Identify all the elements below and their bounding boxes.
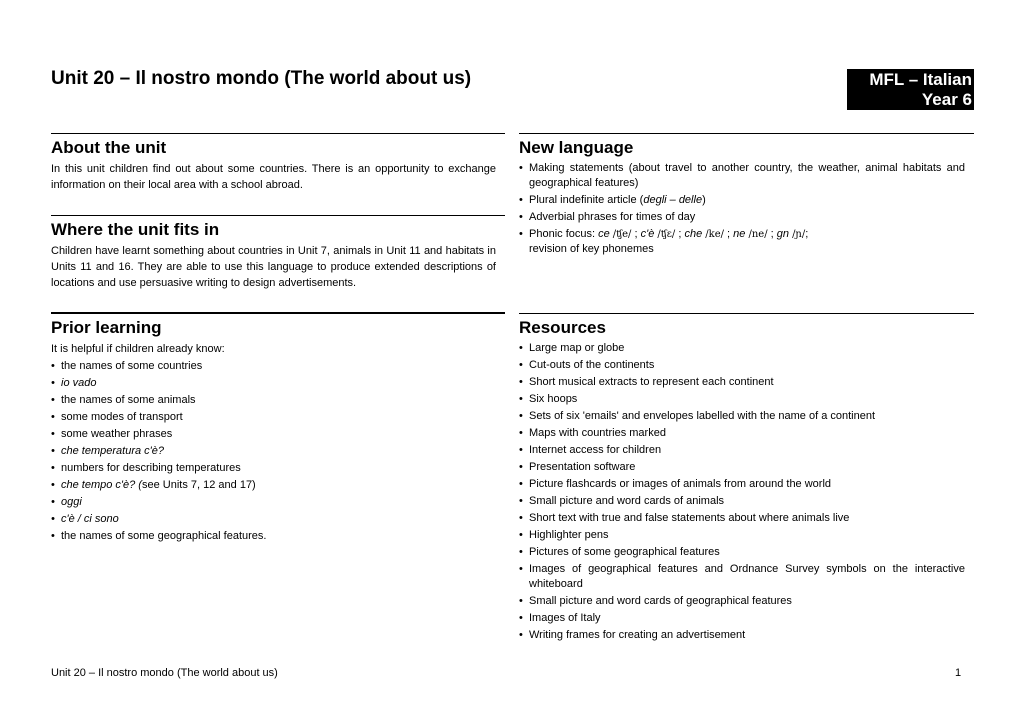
list-item: • Six hoops: [519, 392, 965, 407]
list-item: • Presentation software: [519, 460, 965, 475]
fits-section: [51, 215, 505, 291]
list-item: • Adverbial phrases for times of day: [519, 210, 965, 225]
list-item: • some weather phrases: [51, 427, 505, 442]
page-number: 1: [955, 667, 962, 679]
footer-title: Unit 20 – Il nostro mondo (The world about us): [51, 667, 278, 679]
resources-heading: Resources: [519, 318, 606, 337]
prior-intro: It is helpful if children already know:: [51, 343, 225, 355]
list-item: • the names of some countries: [51, 359, 505, 374]
fits-text: Children have learnt something about countries in Unit 7, animals in Unit 11 and habitats in Units 11 and 16. They are able to use this language to produce extended descriptions of locations and use persuasive writing to design advertisements.: [51, 245, 496, 289]
list-item: • Maps with countries marked: [519, 426, 965, 441]
list-item: • Large map or globe: [519, 341, 965, 356]
list-item: • some modes of transport: [51, 410, 505, 425]
list-item: • Short musical extracts to represent each continent: [519, 375, 965, 390]
prior-learning-section: [51, 312, 505, 546]
page-title: Unit 20 – Il nostro mondo (The world about us): [51, 68, 472, 89]
about-section: [51, 133, 505, 193]
new-language-section: [519, 133, 974, 259]
list-item: • Pictures of some geographical features: [519, 545, 965, 560]
prior-learning-heading: Prior learning: [51, 318, 162, 337]
list-item: • Images of Italy: [519, 611, 965, 626]
list-item: • che tempo c'è? (see Units 7, 12 and 17): [51, 478, 505, 493]
list-item: • Plural indefinite article (degli – delle): [519, 193, 965, 208]
list-item: • Making statements (about travel to another country, the weather, animal habitats and geographical features): [519, 161, 965, 191]
list-item: • Small picture and word cards of geographical features: [519, 594, 965, 609]
list-item: • the names of some animals: [51, 393, 505, 408]
about-heading: About the unit: [51, 138, 167, 157]
list-item: • Small picture and word cards of animals: [519, 494, 965, 509]
list-item: • Highlighter pens: [519, 528, 965, 543]
year-label: Year 6: [921, 90, 972, 109]
list-item: • the names of some geographical features.: [51, 529, 505, 544]
list-item: • Internet access for children: [519, 443, 965, 458]
list-item: • Picture flashcards or images of animals from around the world: [519, 477, 965, 492]
list-item: • Images of geographical features and Ordnance Survey symbols on the interactive whiteboard: [519, 562, 965, 592]
list-item: • Phonic focus: ce /ʧe/ ; c'è /ʧɛ/ ; che /ke/ ; ne /ne/ ; gn /ɲ/; revision of key phonemes: [519, 227, 965, 257]
new-language-heading: New language: [519, 138, 634, 157]
list-item: • Short text with true and false statements about where animals live: [519, 511, 965, 526]
list-item: • Cut-outs of the continents: [519, 358, 965, 373]
list-item: • oggi: [51, 495, 505, 510]
list-item: • c'è / ci sono: [51, 512, 505, 527]
subject-label: MFL – Italian: [869, 70, 972, 89]
fits-heading: Where the unit fits in: [51, 220, 220, 239]
list-item: • Writing frames for creating an advertisement: [519, 628, 965, 643]
resources-section: [519, 313, 974, 645]
list-item: • Sets of six 'emails' and envelopes labelled with the name of a continent: [519, 409, 965, 424]
list-item: • che temperatura c'è?: [51, 444, 505, 459]
subject-badge: [847, 69, 974, 110]
list-item: • io vado: [51, 376, 505, 391]
list-item: • numbers for describing temperatures: [51, 461, 505, 476]
about-text: In this unit children find out about some countries. There is an opportunity to exchange information on their local area with a school abroad.: [51, 163, 496, 191]
